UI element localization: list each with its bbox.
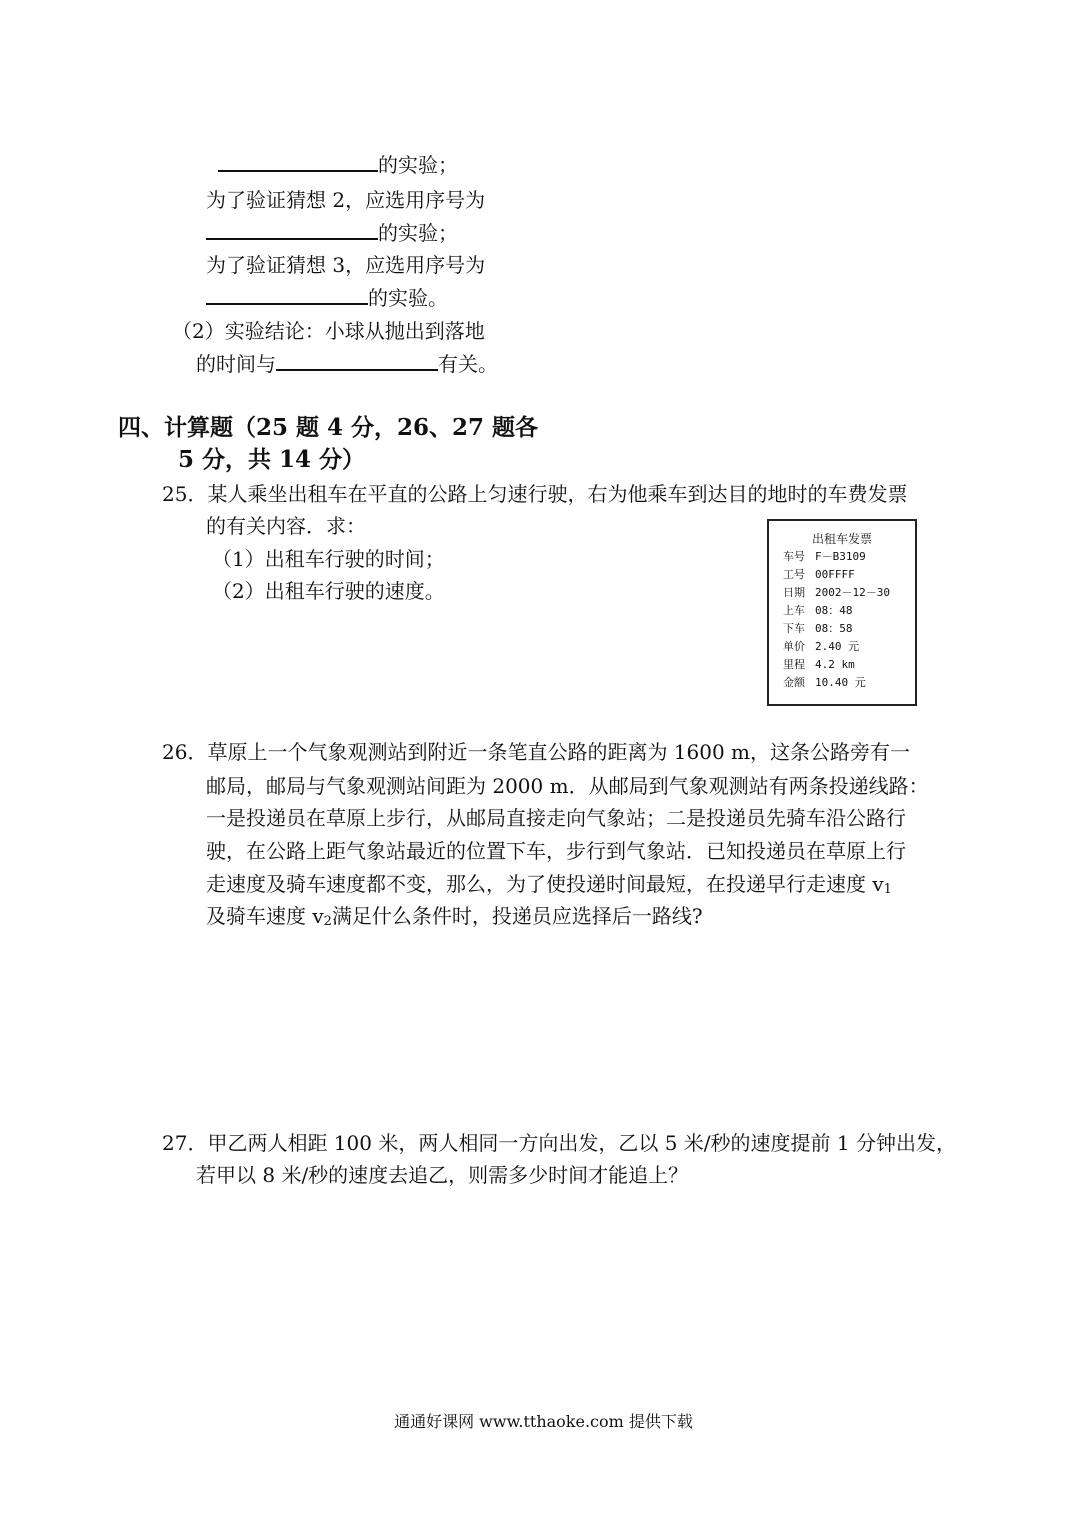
q25-item-1: （1）出租车行驶的时间； [212,547,445,571]
experiment-line-3 [206,218,458,248]
receipt-value: 08：48 [815,604,853,617]
subscript: 1 [883,881,892,897]
receipt-key: 车号 [783,550,805,563]
q26-line-6-text-a: 及骑车速度 v [206,904,324,928]
receipt-row [769,566,915,584]
q25-line-2: 的有关内容．求： [206,514,366,538]
receipt-value: 10.40 元 [815,676,866,689]
q25-item-2: （2）出租车行驶的速度。 [212,579,445,603]
answer-blank[interactable] [206,220,378,240]
line-suffix: 的实验； [378,153,458,177]
receipt-value: F－B3109 [815,550,866,563]
experiment-line-2: 为了验证猜想 2，应选用序号为 [206,188,486,212]
conclusion-line-1: （2）实验结论：小球从抛出到落地 [172,319,485,343]
experiment-line-1 [218,150,458,180]
line-suffix: 的实验。 [368,286,448,310]
q26-line-6 [206,901,703,937]
receipt-value: 2002－12－30 [815,586,890,599]
receipt-row [769,638,915,656]
receipt-value: 08：58 [815,622,853,635]
q26-line-4: 驶，在公路上距气象站最近的位置下车，步行到气象站．已知投递员在草原上行 [206,839,906,863]
receipt-row [769,602,915,620]
receipt-key: 单价 [783,640,805,653]
q26-line-6-text-b: 满足什么条件时，投递员应选择后一路线? [331,904,703,928]
receipt-key: 上车 [783,604,805,617]
experiment-line-5 [206,283,448,313]
conclusion-line-2 [196,349,498,379]
subscript: 2 [323,913,332,929]
section-heading-line-1: 四、计算题（25 题 4 分，26、27 题各 [118,414,539,441]
conclusion-suffix: 有关。 [438,352,498,376]
section-heading-line-2: 5 分，共 14 分） [178,446,366,473]
q26-line-5 [206,869,892,905]
answer-blank[interactable] [276,351,438,371]
receipt-row [769,656,915,674]
q27-line-1: 27．甲乙两人相距 100 米，两人相同一方向出发，乙以 5 米/秒的速度提前 1 分钟出发， [162,1131,956,1155]
answer-blank[interactable] [206,285,368,305]
receipt-key: 里程 [783,658,805,671]
receipt-value: 2.40 元 [815,640,860,653]
conclusion-prefix: 的时间与 [196,352,276,376]
receipt-key: 金额 [783,676,805,689]
receipt-key: 工号 [783,568,805,581]
q26-line-1: 26．草原上一个气象观测站到附近一条笔直公路的距离为 1600 m，这条公路旁有一 [162,740,911,764]
receipt-title: 出租车发票 [811,532,872,546]
experiment-line-4: 为了验证猜想 3，应选用序号为 [206,253,486,277]
receipt-value: 4.2 km [815,658,855,671]
receipt-row [769,674,915,692]
receipt-row [769,620,915,638]
q25-line-1: 25．某人乘坐出租车在平直的公路上匀速行驶，右为他乘车到达目的地时的车费发票 [162,482,908,506]
q26-line-3: 一是投递员在草原上步行，从邮局直接走向气象站；二是投递员先骑车沿公路行 [206,806,906,830]
receipt-row [769,548,915,566]
receipt-value: 00FFFF [815,568,855,581]
answer-blank[interactable] [218,152,378,172]
receipt-key: 下车 [783,622,805,635]
receipt-key: 日期 [783,586,805,599]
page-footer: 通通好课网 www.tthaoke.com 提供下载 [394,1412,693,1431]
q26-line-5-text: 走速度及骑车速度都不变，那么，为了使投递时间最短，在投递早行走速度 v [206,872,884,896]
taxi-receipt [767,519,917,706]
q26-line-2: 邮局，邮局与气象观测站间距为 2000 m．从邮局到气象观测站有两条投递线路： [206,774,929,798]
receipt-row [769,584,915,602]
q27-line-2: 若甲以 8 米/秒的速度去追乙，则需多少时间才能追上？ [196,1163,689,1187]
line-suffix: 的实验； [378,221,458,245]
